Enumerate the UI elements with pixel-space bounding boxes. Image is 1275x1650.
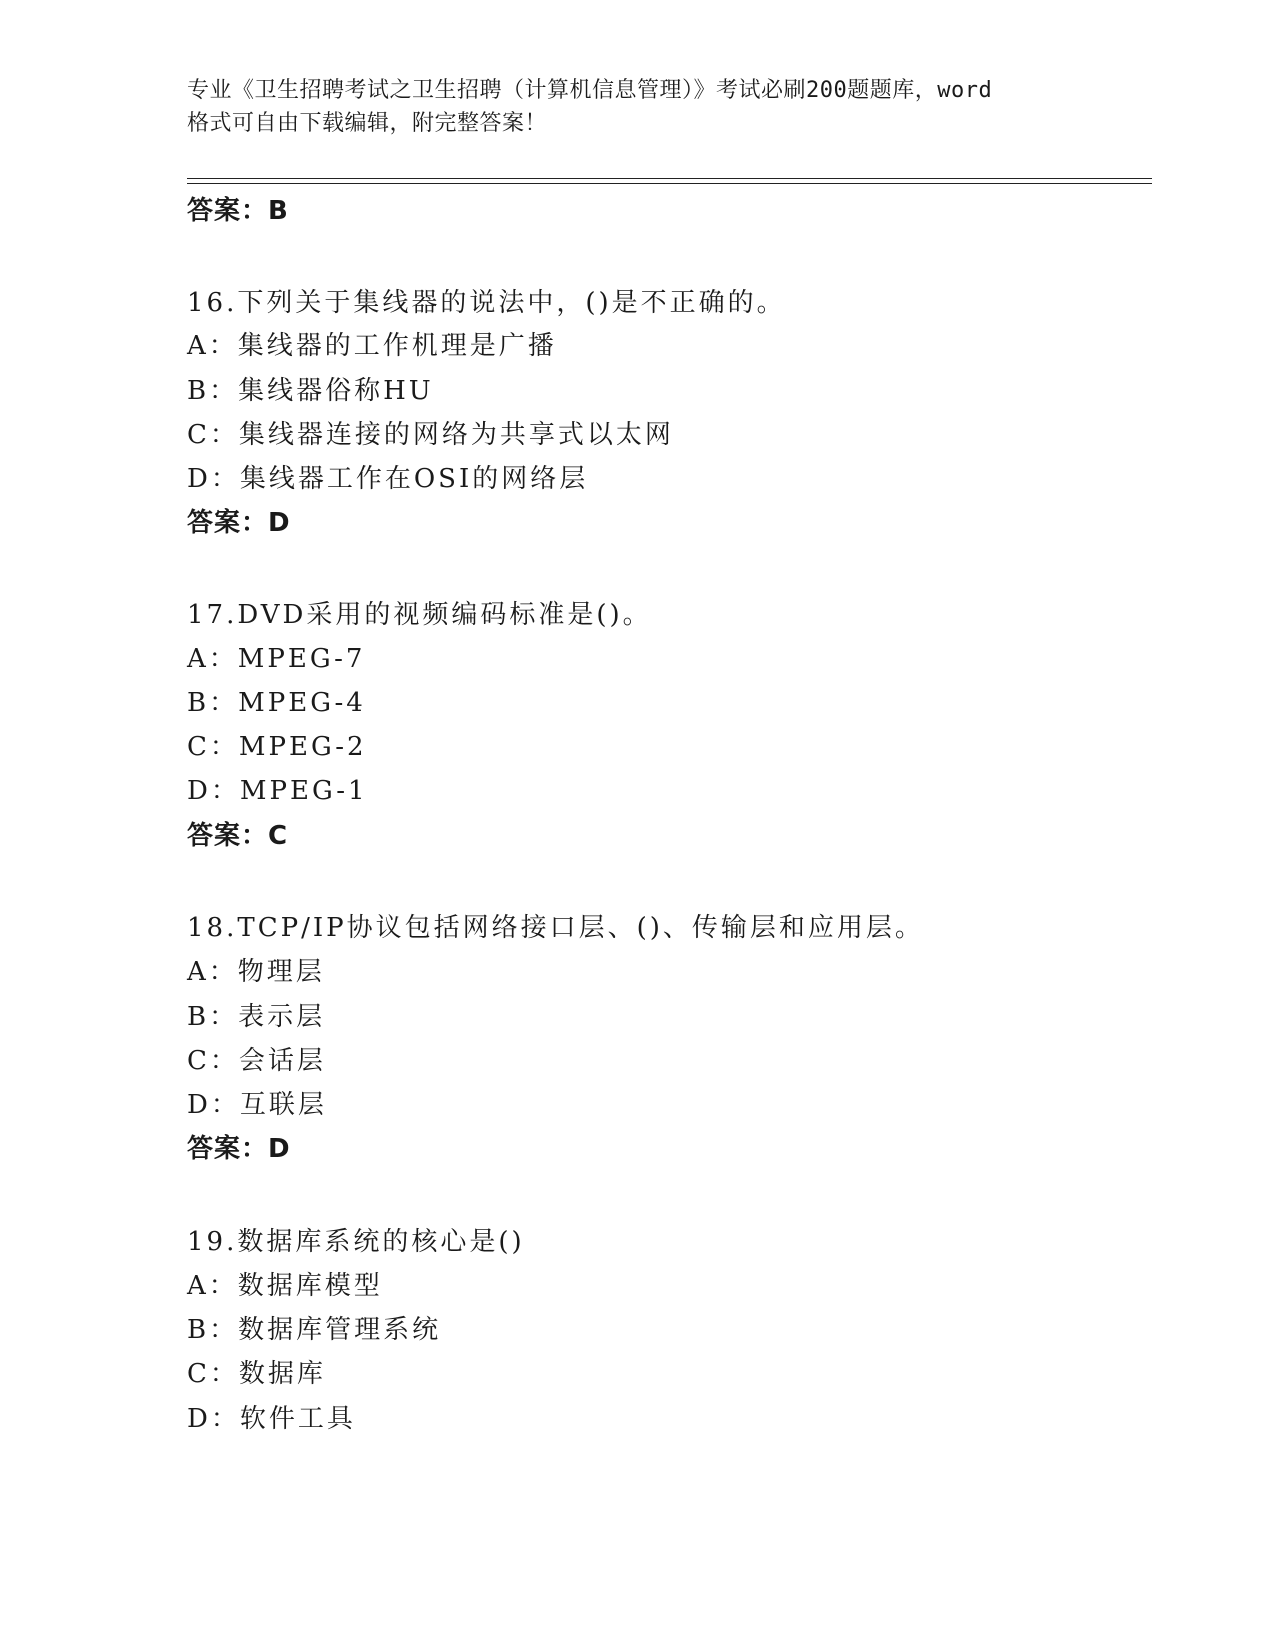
q18-option-d: D：互联层 <box>187 1090 327 1120</box>
document-header <box>187 74 1087 140</box>
header-divider-bottom <box>187 183 1152 184</box>
answer-16: 答案：D <box>187 508 291 538</box>
q19-option-c: C：数据库 <box>187 1359 326 1389</box>
question-16: 16.下列关于集线器的说法中，()是不正确的。 <box>187 288 786 318</box>
header-line-1: 专业《卫生招聘考试之卫生招聘（计算机信息管理）》考试必刷200题题库，word <box>187 78 993 103</box>
q19-option-b: B：数据库管理系统 <box>187 1315 442 1345</box>
q18-option-a: A：物理层 <box>187 957 325 987</box>
q17-option-a: A：MPEG-7 <box>187 644 366 674</box>
q19-option-a: A：数据库模型 <box>187 1271 383 1301</box>
q17-option-b: B：MPEG-4 <box>187 688 366 718</box>
question-19: 19.数据库系统的核心是() <box>187 1227 525 1257</box>
q16-option-c: C：集线器连接的网络为共享式以太网 <box>187 420 674 450</box>
question-17: 17.DVD采用的视频编码标准是()。 <box>187 600 652 630</box>
header-divider-top <box>187 178 1152 179</box>
q16-option-d: D：集线器工作在OSI的网络层 <box>187 464 589 494</box>
question-18: 18.TCP/IP协议包括网络接口层、()、传输层和应用层。 <box>187 913 924 943</box>
header-line-2: 格式可自由下载编辑，附完整答案！ <box>187 111 548 136</box>
answer-18: 答案：D <box>187 1134 291 1164</box>
q16-option-a: A：集线器的工作机理是广播 <box>187 331 557 361</box>
q18-option-c: C：会话层 <box>187 1046 326 1076</box>
q17-option-c: C：MPEG-2 <box>187 732 367 762</box>
answer-17: 答案：C <box>187 821 289 851</box>
q16-option-b: B：集线器俗称HU <box>187 376 434 406</box>
answer-15: 答案：B <box>187 196 289 226</box>
q18-option-b: B：表示层 <box>187 1002 326 1032</box>
q19-option-d: D：软件工具 <box>187 1404 356 1434</box>
q17-option-d: D：MPEG-1 <box>187 776 368 806</box>
